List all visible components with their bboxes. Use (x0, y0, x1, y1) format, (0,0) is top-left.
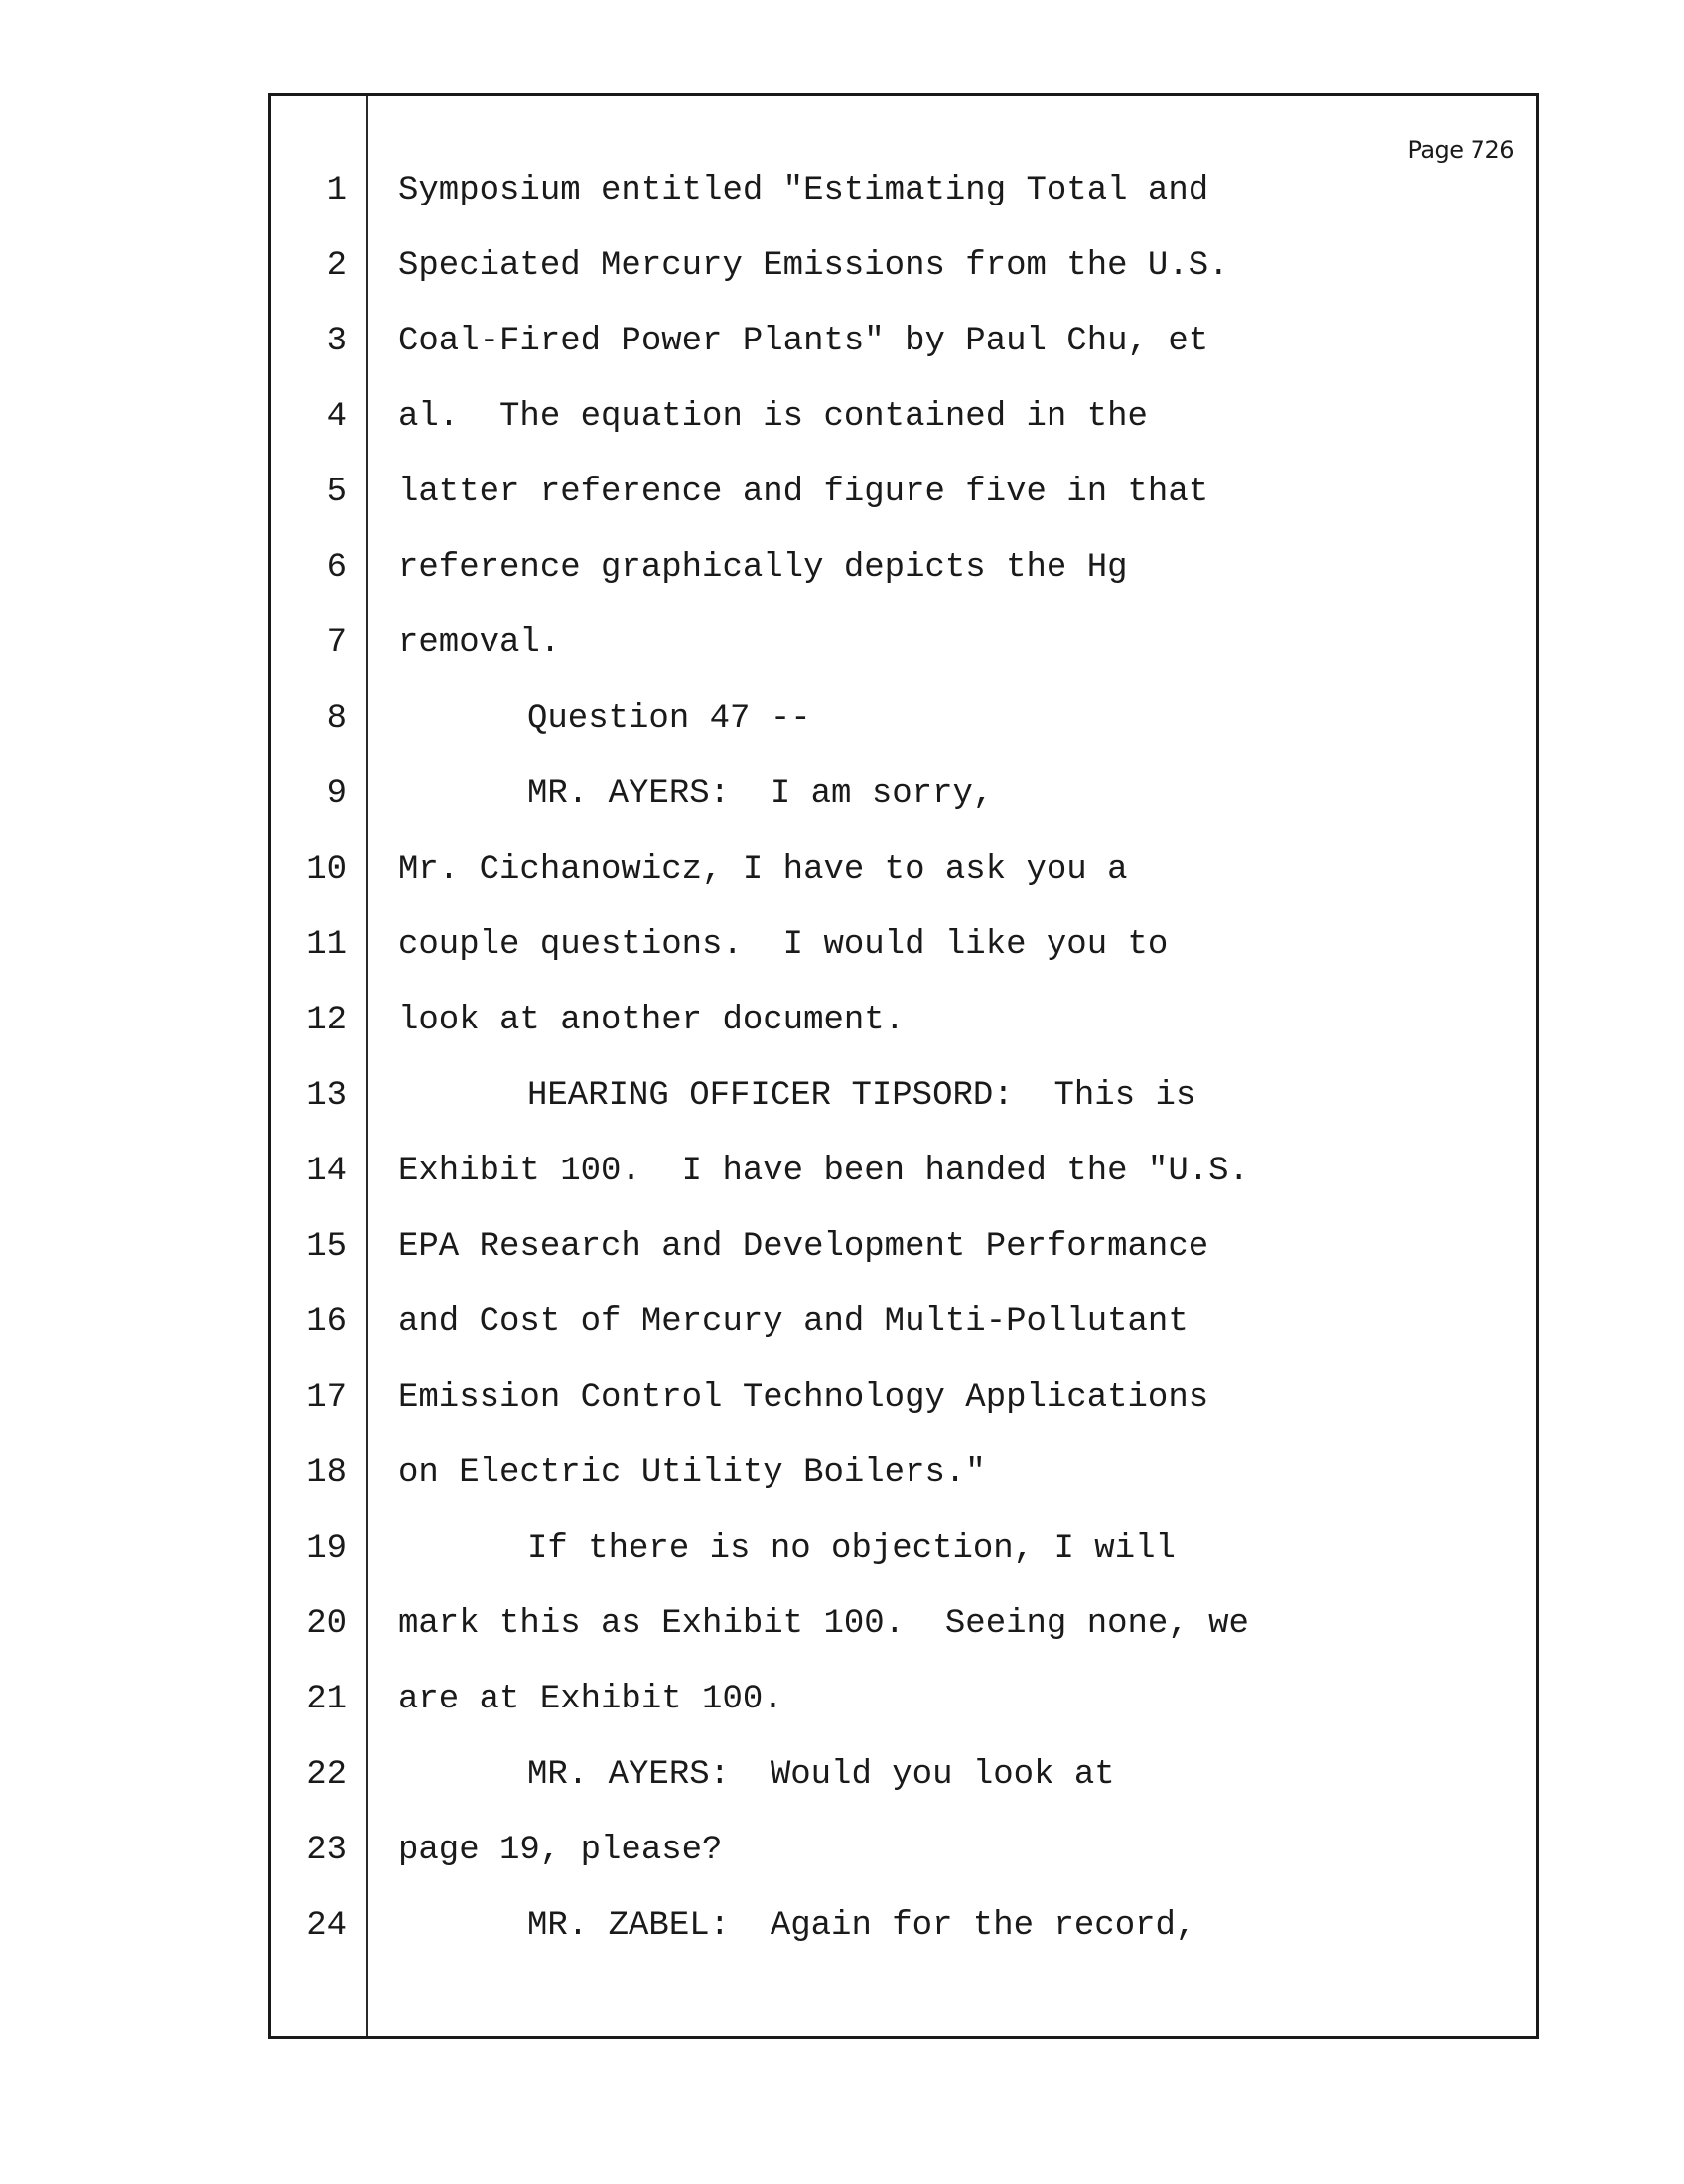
transcript-line (271, 1379, 1536, 1454)
transcript-line (271, 247, 1536, 323)
line-text: al. The equation is contained in the (398, 398, 1148, 436)
line-number: 1 (326, 172, 347, 209)
line-number: 16 (306, 1303, 347, 1341)
transcript-line (271, 1454, 1536, 1530)
line-text: and Cost of Mercury and Multi-Pollutant (398, 1303, 1189, 1341)
line-number: 24 (306, 1907, 347, 1945)
line-number: 13 (306, 1077, 347, 1115)
line-text: removal. (398, 624, 561, 662)
line-text: MR. ZABEL: Again for the record, (527, 1907, 1196, 1945)
transcript-line (271, 1002, 1536, 1077)
line-text: MR. AYERS: Would you look at (527, 1756, 1115, 1794)
transcript-line (271, 1228, 1536, 1303)
line-text: page 19, please? (398, 1832, 723, 1869)
line-number: 7 (326, 624, 347, 662)
line-number: 22 (306, 1756, 347, 1794)
line-text: If there is no objection, I will (527, 1530, 1176, 1568)
line-number: 20 (306, 1605, 347, 1643)
line-number: 11 (306, 926, 347, 964)
line-number: 14 (306, 1153, 347, 1190)
line-number: 6 (326, 549, 347, 587)
transcript-line (271, 474, 1536, 549)
transcript-line (271, 172, 1536, 247)
line-text: Emission Control Technology Applications (398, 1379, 1209, 1417)
transcript-line (271, 323, 1536, 398)
line-text: MR. AYERS: I am sorry, (527, 775, 994, 813)
transcript-line (271, 1303, 1536, 1379)
transcript-line (271, 398, 1536, 474)
line-text: latter reference and figure five in that (398, 474, 1209, 511)
line-text: couple questions. I would like you to (398, 926, 1169, 964)
line-number: 18 (306, 1454, 347, 1492)
line-text: HEARING OFFICER TIPSORD: This is (527, 1077, 1196, 1115)
line-number: 12 (306, 1002, 347, 1039)
transcript-line (271, 1077, 1536, 1153)
line-text: Question 47 -- (527, 700, 811, 738)
transcript-line (271, 851, 1536, 926)
transcript-line (271, 1530, 1536, 1605)
line-text: Mr. Cichanowicz, I have to ask you a (398, 851, 1128, 888)
line-number: 19 (306, 1530, 347, 1568)
line-number: 17 (306, 1379, 347, 1417)
line-text: Coal-Fired Power Plants" by Paul Chu, et (398, 323, 1209, 360)
line-text: mark this as Exhibit 100. Seeing none, we (398, 1605, 1249, 1643)
transcript-page-frame (268, 93, 1539, 2039)
line-text: Symposium entitled "Estimating Total and (398, 172, 1209, 209)
line-number: 15 (306, 1228, 347, 1266)
transcript-line (271, 700, 1536, 775)
transcript-line (271, 1681, 1536, 1756)
line-text: reference graphically depicts the Hg (398, 549, 1128, 587)
page-number-label: Page 726 (1407, 136, 1514, 164)
transcript-line (271, 549, 1536, 624)
transcript-line (271, 1153, 1536, 1228)
line-text: Speciated Mercury Emissions from the U.S. (398, 247, 1229, 285)
line-number: 10 (306, 851, 347, 888)
transcript-line (271, 775, 1536, 851)
line-number: 5 (326, 474, 347, 511)
line-text: on Electric Utility Boilers." (398, 1454, 986, 1492)
line-number: 4 (326, 398, 347, 436)
line-text: are at Exhibit 100. (398, 1681, 783, 1718)
transcript-line (271, 1756, 1536, 1832)
line-number: 8 (326, 700, 347, 738)
line-text: EPA Research and Development Performance (398, 1228, 1209, 1266)
transcript-line (271, 1907, 1536, 1982)
line-number: 2 (326, 247, 347, 285)
line-number: 21 (306, 1681, 347, 1718)
line-text: Exhibit 100. I have been handed the "U.S. (398, 1153, 1249, 1190)
transcript-line (271, 624, 1536, 700)
transcript-line (271, 1605, 1536, 1681)
line-number: 3 (326, 323, 347, 360)
transcript-line (271, 1832, 1536, 1907)
line-number: 9 (326, 775, 347, 813)
line-text: look at another document. (398, 1002, 906, 1039)
transcript-line (271, 926, 1536, 1002)
line-number: 23 (306, 1832, 347, 1869)
